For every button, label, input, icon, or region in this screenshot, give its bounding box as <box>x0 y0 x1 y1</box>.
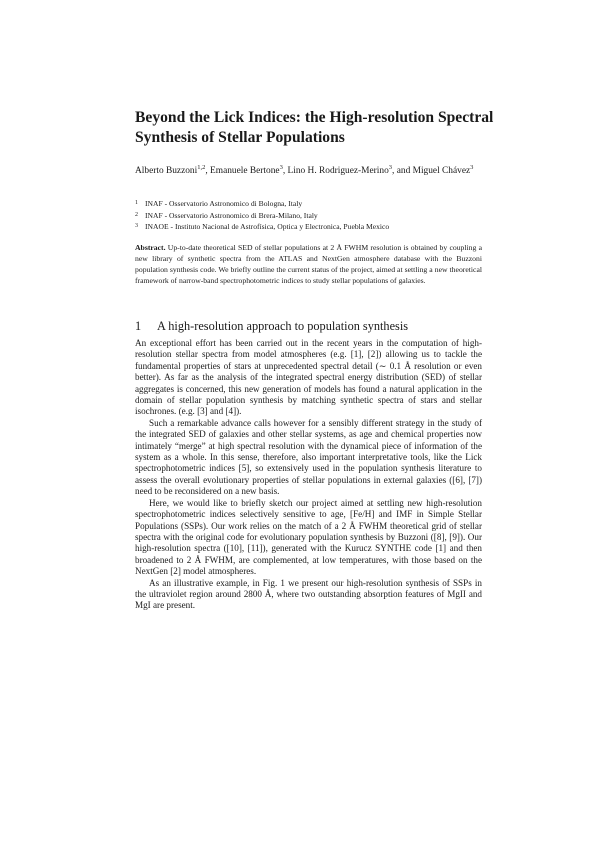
affiliation: 1 INAF - Osservatorio Astronomico di Bologna, Italy <box>135 199 303 208</box>
paragraph: An exceptional effort has been carried out in the recent years in the computation of high-resolution stellar spectra from model atmospheres (e.g. [1], [2]) allowing us to tackle the fundamental properties of stars at unprecedented spectral detail (∼ 0.1 Å resolution or even better). As far as the analysis of the integrated spectral energy distribution (SED) of stellar aggregates is concerned, this new generation of models has found a natural application in the domain of stellar population synthesis by matching synthetic spectra of stars and stellar isochrones. (e.g. [3] and [4]). <box>135 338 482 417</box>
author: Lino H. Rodriguez-Merino$^3$ <box>287 164 393 176</box>
affiliation: 3 INAOE - Instituto Nacional de Astrofísica, Optica y Electronica, Puebla Mexico <box>135 222 390 232</box>
author-list: Alberto Buzzoni$^{1,2}$, Emanuele Bertone$^3$, Lino H. Rodriguez-Merino$^3$, and Miguel Chávez$^3$ <box>135 164 474 176</box>
paragraph: Such a remarkable advance calls however for a sensibly different strategy in the study of the integrated SED of galaxies and other stellar systems, as age and chemical properties now intimately “merge” at high spectral resolution with the dynamical piece of information of the system as a whole. In this sense, therefore, also important interpretative tools, like the Lick spectrophotometric indices [5], so extensively used in the population synthesis literature to assess the overall evolutionary properties of stellar populations in external galaxies ([6], [7]) need to be reconsidered on a new basis. <box>135 417 482 497</box>
abstract <box>135 243 482 287</box>
section-heading <box>135 318 485 334</box>
abstract-label: Abstract. <box>135 243 166 252</box>
author: Miguel Chávez$^3$ <box>412 164 474 176</box>
section-body <box>135 338 482 612</box>
paragraph: As an illustrative example, in Fig. 1 we present our high-resolution synthesis of SSPs in the ultraviolet region around 2800 Å, where two outstanding absorption features of MgII and MgI are present. <box>135 577 482 611</box>
affiliation-list <box>135 198 485 233</box>
section-title: A high-resolution approach to population synthesis <box>157 319 409 333</box>
affiliation: 2 INAF - Osservatorio Astronomico di Brera-Milano, Italy <box>135 210 318 220</box>
abstract-text: Up-to-date theoretical SED of stellar populations at 2 Å FWHM resolution is obtained by coupling a new library of synthetic spectra from the ATLAS and NextGen atmosphere database with the Buzzoni population synthesis code. We briefly outline the current status of the project, aimed at settling a new theoretical framework of narrow-band spectrophotometric indices to study stellar populations of galaxies. <box>135 243 483 285</box>
author: Alberto Buzzoni$^{1,2}$ <box>135 164 206 176</box>
paper-title: Beyond the Lick Indices: the High-resolution Spectral Synthesis of Stellar Populations <box>135 109 494 146</box>
author: Emanuele Bertone$^3$ <box>210 164 283 176</box>
section-number: 1 <box>135 319 142 333</box>
paragraph: Here, we would like to briefly sketch our project aimed at settling new high-resolution spectrophotometric indices selectively sensitive to age, [Fe/H] and IMF in Simple Stellar Populations (SSPs). Our work relies on the match of a 2 Å FWHM theoretical grid of stellar spectra with the original code for evolutionary population synthesis by Buzzoni ([8], [9]). Our high-resolution spectra ([10], [11]), generated with the Kurucz SYNTHE code [1] and then broadened to 2 Å FWHM, are complemented, at low temperatures, with those based on the NextGen [2] model atmospheres. <box>135 497 482 577</box>
